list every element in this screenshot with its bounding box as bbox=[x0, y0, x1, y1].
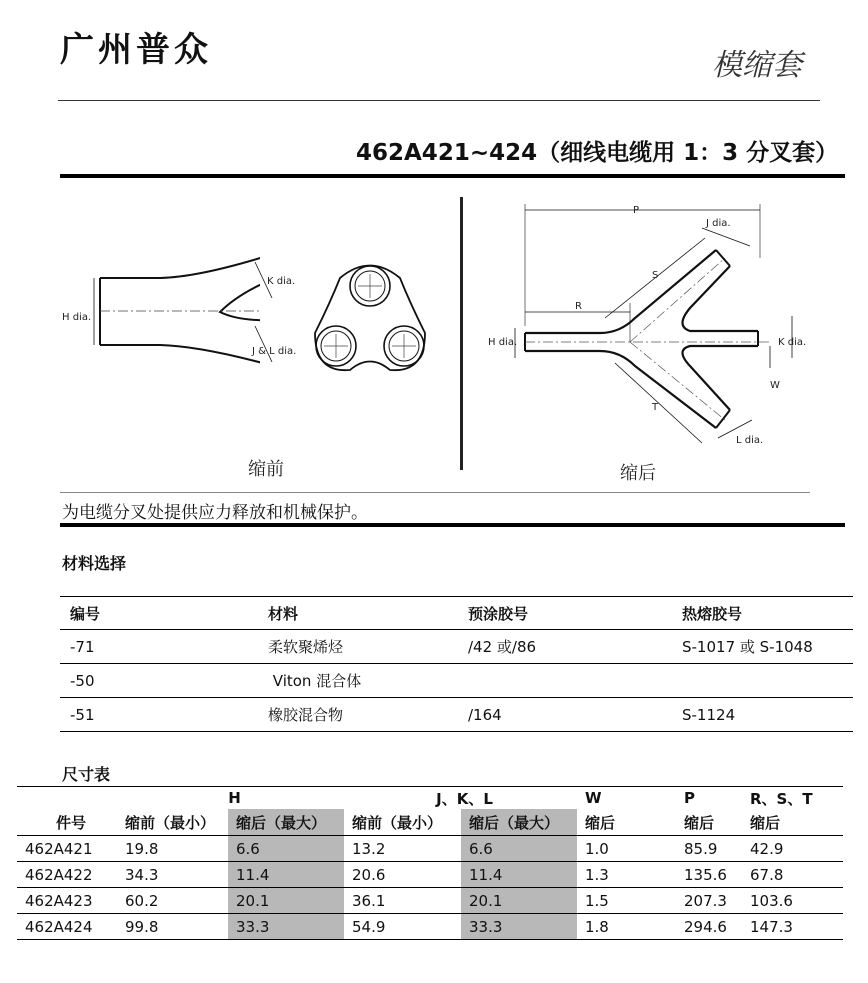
jkl-before: 36.1 bbox=[344, 888, 461, 914]
material-hotmelt: S-1017 或 S-1048 bbox=[672, 630, 853, 664]
table-row bbox=[17, 862, 843, 888]
table-row bbox=[60, 698, 853, 732]
table-row bbox=[17, 836, 843, 862]
before-shrink-dim-markers bbox=[160, 252, 310, 372]
jkl-after: 11.4 bbox=[461, 862, 577, 888]
h-before: 60.2 bbox=[117, 888, 228, 914]
materials-header-precoat-adhesive: 预涂胶号 bbox=[458, 597, 672, 630]
table-row bbox=[60, 664, 853, 698]
table-row bbox=[17, 914, 843, 940]
h-after: 11.4 bbox=[228, 862, 344, 888]
before-shrink-label: 缩前 bbox=[248, 459, 284, 480]
p-after: 85.9 bbox=[676, 836, 742, 862]
h-before: 19.8 bbox=[117, 836, 228, 862]
part-number: 462A424 bbox=[17, 914, 117, 940]
after-p-dim-label: P bbox=[633, 205, 640, 216]
materials-header-row bbox=[60, 597, 853, 630]
part-number: 462A421 bbox=[17, 836, 117, 862]
group-header-jkl: J、K、L bbox=[344, 787, 577, 810]
product-category: 模缩套 bbox=[712, 48, 802, 83]
before-h-dim-label: H dia. bbox=[62, 312, 92, 323]
group-header-h: H bbox=[117, 787, 344, 810]
part-number: 462A422 bbox=[17, 862, 117, 888]
sub-header-rst-after: 缩后 bbox=[742, 809, 843, 836]
material-hotmelt bbox=[672, 664, 853, 698]
table-row bbox=[60, 630, 853, 664]
material-code: -51 bbox=[60, 698, 258, 732]
jkl-after: 20.1 bbox=[461, 888, 577, 914]
w-after: 1.8 bbox=[577, 914, 676, 940]
materials-table bbox=[60, 596, 853, 732]
after-shrink-label: 缩后 bbox=[620, 463, 656, 484]
after-l-dim-label: L dia. bbox=[736, 435, 764, 446]
rst-after: 67.8 bbox=[742, 862, 843, 888]
h-after: 20.1 bbox=[228, 888, 344, 914]
dimensions-table bbox=[17, 786, 843, 940]
dimensions-section-title: 尺寸表 bbox=[62, 765, 111, 784]
h-before: 34.3 bbox=[117, 862, 228, 888]
title-divider bbox=[60, 174, 845, 178]
h-after: 6.6 bbox=[228, 836, 344, 862]
jkl-after: 33.3 bbox=[461, 914, 577, 940]
material-precoat: /42 或/86 bbox=[458, 630, 672, 664]
product-description: 为电缆分叉处提供应力释放和机械保护。 bbox=[62, 503, 368, 523]
figure-bottom-divider bbox=[60, 492, 810, 493]
sub-header-jkl-before: 缩前（最小） bbox=[344, 809, 461, 836]
jkl-before: 13.2 bbox=[344, 836, 461, 862]
figure-divider bbox=[460, 197, 463, 470]
before-jl-dim-label: J & L dia. bbox=[252, 346, 297, 357]
description-divider bbox=[60, 523, 845, 527]
rst-after: 103.6 bbox=[742, 888, 843, 914]
sub-header-part-number: 件号 bbox=[17, 809, 117, 836]
materials-section-title: 材料选择 bbox=[62, 554, 127, 573]
w-after: 1.0 bbox=[577, 836, 676, 862]
cross-section-drawing bbox=[310, 258, 430, 378]
material-precoat bbox=[458, 664, 672, 698]
material-code: -71 bbox=[60, 630, 258, 664]
sub-header-jkl-after: 缩后（最大） bbox=[461, 809, 577, 836]
sub-header-h-after: 缩后（最大） bbox=[228, 809, 344, 836]
after-r-dim-label: R bbox=[575, 301, 582, 312]
p-after: 207.3 bbox=[676, 888, 742, 914]
product-title: 462A421~424（细线电缆用 1：3 分叉套） bbox=[356, 140, 839, 166]
header-divider bbox=[58, 100, 820, 101]
material-name: Viton 混合体 bbox=[258, 664, 458, 698]
material-hotmelt: S-1124 bbox=[672, 698, 853, 732]
materials-header-material: 材料 bbox=[258, 597, 458, 630]
after-w-dim-label: W bbox=[770, 380, 780, 391]
material-name: 橡胶混合物 bbox=[258, 698, 458, 732]
material-name: 柔软聚烯烃 bbox=[258, 630, 458, 664]
p-after: 294.6 bbox=[676, 914, 742, 940]
part-number: 462A423 bbox=[17, 888, 117, 914]
w-after: 1.3 bbox=[577, 862, 676, 888]
after-j-dim-label: J dia. bbox=[706, 218, 731, 229]
jkl-before: 20.6 bbox=[344, 862, 461, 888]
h-after: 33.3 bbox=[228, 914, 344, 940]
group-header-w: W bbox=[577, 787, 676, 810]
h-before: 99.8 bbox=[117, 914, 228, 940]
before-k-dim-label: K dia. bbox=[267, 276, 296, 287]
material-code: -50 bbox=[60, 664, 258, 698]
after-s-dim-label: S bbox=[652, 270, 659, 281]
jkl-before: 54.9 bbox=[344, 914, 461, 940]
table-row bbox=[17, 888, 843, 914]
w-after: 1.5 bbox=[577, 888, 676, 914]
materials-header-code: 编号 bbox=[60, 597, 258, 630]
material-precoat: /164 bbox=[458, 698, 672, 732]
p-after: 135.6 bbox=[676, 862, 742, 888]
materials-header-hotmelt-adhesive: 热熔胶号 bbox=[672, 597, 853, 630]
dimensions-group-header-row bbox=[17, 787, 843, 810]
jkl-after: 6.6 bbox=[461, 836, 577, 862]
after-shrink-drawing bbox=[480, 198, 810, 453]
group-header-p: P bbox=[676, 787, 742, 810]
brand-name: 广州普众 bbox=[60, 30, 212, 70]
after-h-dim-label: H dia. bbox=[488, 337, 518, 348]
rst-after: 147.3 bbox=[742, 914, 843, 940]
sub-header-p-after: 缩后 bbox=[676, 809, 742, 836]
sub-header-w-after: 缩后 bbox=[577, 809, 676, 836]
after-t-dim-label: T bbox=[652, 402, 659, 413]
sub-header-h-before: 缩前（最小） bbox=[117, 809, 228, 836]
group-header-rst: R、S、T bbox=[742, 787, 843, 810]
rst-after: 42.9 bbox=[742, 836, 843, 862]
after-k-dim-label: K dia. bbox=[778, 337, 807, 348]
dimensions-sub-header-row bbox=[17, 809, 843, 836]
